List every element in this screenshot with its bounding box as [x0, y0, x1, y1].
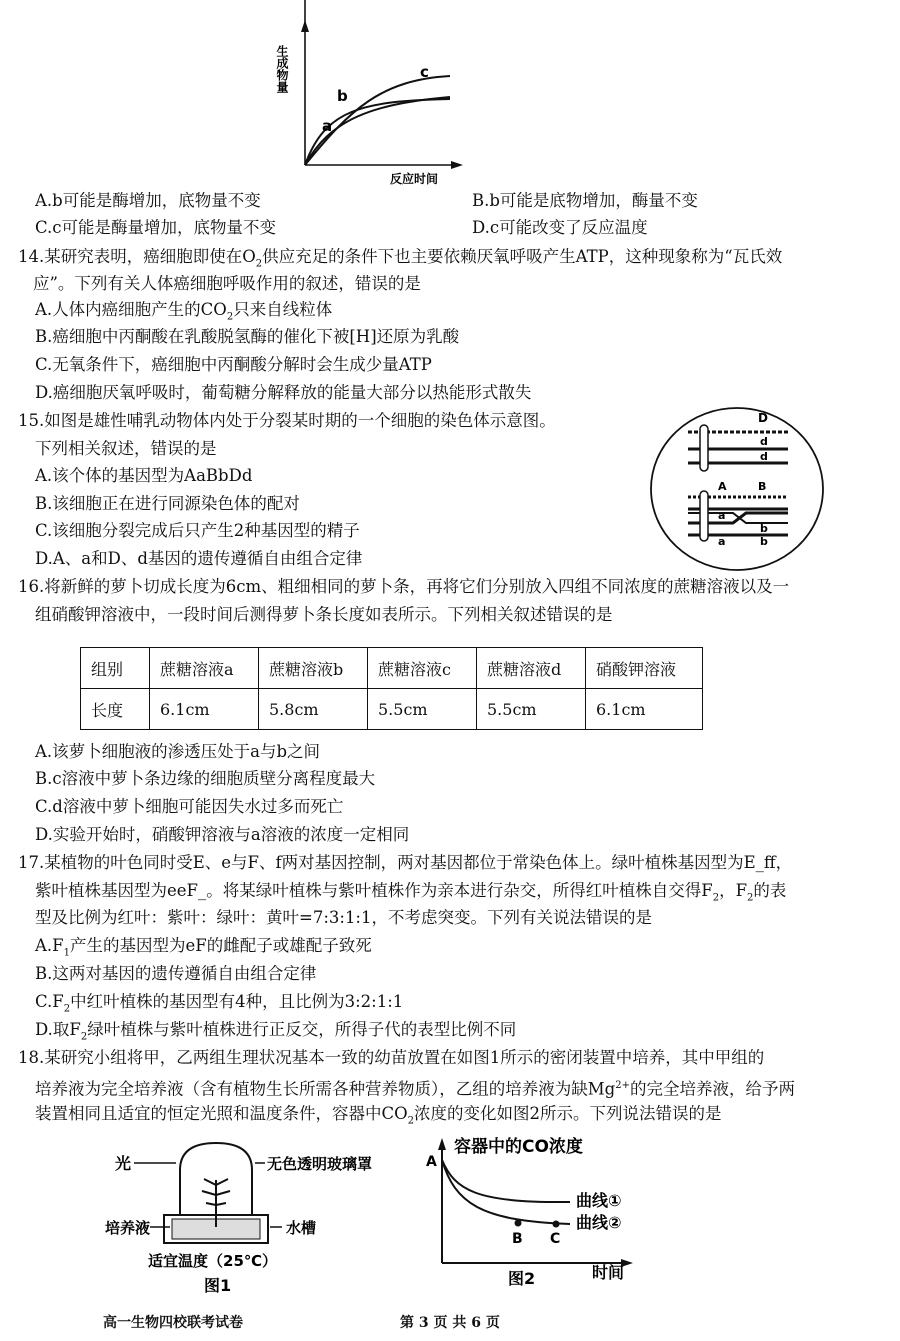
curve-b-label: b: [337, 87, 348, 105]
q18-stem-line3: 装置相同且适宜的恒定光照和温度条件，容器中$CO_2$浓度的变化如图2所示。下列说法错误的是: [35, 1104, 722, 1127]
table-cell: 5.5cm: [477, 689, 586, 730]
fig2-xlabel: 时间: [592, 1263, 625, 1282]
q15-option-b: B.该细胞正在进行同源染色体的配对: [35, 494, 300, 513]
radish-length-table: [80, 647, 703, 730]
table-header-cell: 蔗糖溶液b: [259, 648, 368, 689]
q13-option-a: A.b可能是酶增加，底物量不变: [35, 191, 261, 210]
centromere-lower: [700, 491, 708, 541]
table-cell: 6.1cm: [150, 689, 259, 730]
graph-ylabel-1: 生成物量: [275, 45, 289, 93]
x-axis-arrow: [451, 161, 463, 169]
table-header-row: [81, 648, 703, 689]
gene-label-A: A: [718, 480, 727, 493]
table-header-cell: 蔗糖溶液a: [150, 648, 259, 689]
gene-label-d1: d: [760, 435, 768, 448]
gene-label-a2: a: [718, 535, 726, 548]
table-cell: 6.1cm: [586, 689, 703, 730]
fig2-y-axis-arrow: [438, 1138, 446, 1150]
q13-option-d: D.c可能改变了反应温度: [472, 218, 648, 237]
q14-option-b: B.癌细胞中丙酮酸在乳酸脱氢酶的催化下被[H]还原为乳酸: [35, 327, 460, 346]
q15-option-c: C.该细胞分裂完成后只产生2种基因型的精子: [35, 521, 360, 540]
q16-option-b: B.c溶液中萝卜条边缘的细胞质壁分离程度最大: [35, 769, 376, 788]
point-c-marker: [553, 1221, 560, 1228]
cell-chromosome-diagram: [648, 405, 826, 573]
table-row: [81, 689, 703, 730]
label-culture-medium: 培养液: [105, 1219, 151, 1237]
q14-option-c: C.无氧条件下，癌细胞中丙酮酸分解时会生成少量ATP: [35, 355, 432, 374]
q18-stem-line1: 18.某研究小组将甲，乙两组生理状况基本一致的幼苗放置在如图1所示的密闭装置中培养，其中甲组的: [18, 1048, 765, 1067]
q17-stem-line3: 型及比例为红叶：紫叶：绿叶：黄叶=7:3:1:1，不考虑突变。下列有关说法错误的是: [35, 908, 652, 927]
q15-stem-line2: 下列相关叙述，错误的是: [35, 439, 217, 458]
figure-2-caption: 图2: [508, 1269, 536, 1288]
fig2-ylabel: 容器中的CO浓度: [454, 1137, 583, 1157]
gene-label-d2: d: [760, 450, 768, 463]
figure-1-caption: 图1: [204, 1276, 232, 1295]
q16-option-d: D.实验开始时，硝酸钾溶液与a溶液的浓度一定相同: [35, 825, 410, 844]
q15-option-d: D.A、a和D、d基因的遗传遵循自由组合定律: [35, 549, 363, 568]
label-glass-cover: 无色透明玻璃罩: [267, 1155, 373, 1173]
gene-label-b2: b: [760, 535, 768, 548]
q17-stem-line1: 17.某植物的叶色同时受E、e与F、f两对基因控制，两对基因都位于常染色体上。绿叶植株基因型为E_ff，: [18, 853, 793, 872]
q13-option-c: C.c可能是酶量增加，底物量不变: [35, 218, 277, 237]
q13-option-b: B.b可能是底物增加，酶量不变: [472, 191, 698, 210]
label-curve-1: 曲线①: [576, 1191, 622, 1210]
table-header-cell: 蔗糖溶液c: [368, 648, 477, 689]
q14-stem-line1: 14.某研究表明，癌细胞即使在$O_2$供应充足的条件下也主要依赖厌氧呼吸产生ATP，这种现象称为“瓦氏效: [18, 247, 783, 270]
footer-page-number: 第 3 页 共 6 页: [400, 1315, 500, 1331]
q15-stem-line1: 15.如图是雄性哺乳动物体内处于分裂某时期的一个细胞的染色体示意图。: [18, 411, 556, 430]
q16-option-c: C.d溶液中萝卜细胞可能因失水过多而死亡: [35, 797, 344, 816]
y-axis-arrow: [301, 20, 309, 32]
gene-label-b1: b: [760, 522, 768, 535]
q18-stem-line2: 培养液为完全培养液（含有植物生长所需各种营养物质），乙组的培养液为缺$Mg^{2+}$的完全培养液，给予两: [35, 1079, 795, 1099]
gene-label-a1: a: [718, 509, 726, 522]
table-header-cell: 硝酸钾溶液: [586, 648, 703, 689]
q16-option-a: A.该萝卜细胞液的渗透压处于a与b之间: [35, 742, 321, 761]
label-water-tank: 水槽: [286, 1219, 317, 1237]
q14-option-d: D.癌细胞厌氧呼吸时，葡萄糖分解释放的能量大部分以热能形式散失: [35, 383, 532, 402]
q15-option-a: A.该个体的基因型为AaBbDd: [35, 466, 253, 485]
gene-label-D: D: [758, 411, 768, 425]
table-header-cell: 组别: [81, 648, 150, 689]
graph-xlabel: 反应时间: [390, 172, 439, 186]
label-point-a: A: [426, 1154, 437, 1170]
q17-option-d: D.取$F_2$绿叶植株与紫叶植株进行正反交，所得子代的表型比例不同: [35, 1020, 517, 1043]
footer-exam-title: 高一生物四校联考试卷: [103, 1315, 243, 1331]
figure-1-apparatus: [105, 1135, 373, 1295]
label-light: 光: [115, 1154, 132, 1173]
q14-option-a: A.人体内癌细胞产生的$CO_2$只来自线粒体: [35, 300, 333, 323]
curve-2: [442, 1160, 570, 1224]
figure-2-co2-graph: [420, 1128, 660, 1293]
table-cell: 长度: [81, 689, 150, 730]
label-point-b: B: [512, 1231, 523, 1247]
gene-label-B: B: [758, 480, 767, 493]
table-header-cell: 蔗糖溶液d: [477, 648, 586, 689]
label-point-c: C: [550, 1231, 561, 1247]
q17-stem-line2: 紫叶植株基因型为eeF_。将某绿叶植株与紫叶植株作为亲本进行杂交，所得红叶植株自交得$F_2$，$F_2$的表: [35, 881, 787, 904]
q16-stem-line2: 组硝酸钾溶液中，一段时间后测得萝卜条长度如表所示。下列相关叙述错误的是: [35, 605, 613, 624]
table-cell: 5.5cm: [368, 689, 477, 730]
q17-option-b: B.这两对基因的遗传遵循自由组合定律: [35, 964, 317, 983]
curve-c-label: c: [420, 63, 429, 81]
label-temperature: 适宜温度（25℃）: [148, 1252, 278, 1270]
table-cell: 5.8cm: [259, 689, 368, 730]
q14-stem-line2: 应”。下列有关人体癌细胞呼吸作用的叙述，错误的是: [33, 274, 421, 293]
curve-a-label: a: [322, 117, 333, 135]
q16-stem-line1: 16.将新鲜的萝卜切成长度为6cm、粗细相同的萝卜条，再将它们分别放入四组不同浓度的蔗糖溶液以及一: [18, 577, 790, 596]
enzyme-reaction-graph: [270, 0, 470, 185]
q17-option-a: $A.F_1$产生的基因型为eF的雌配子或雄配子致死: [35, 936, 372, 959]
label-curve-2: 曲线②: [576, 1213, 622, 1232]
q17-option-c: $C.F_2$中红叶植株的基因型有4种，且比例为3:2:1:1: [35, 992, 404, 1015]
point-b-marker: [515, 1220, 522, 1227]
centromere-upper: [700, 425, 708, 471]
